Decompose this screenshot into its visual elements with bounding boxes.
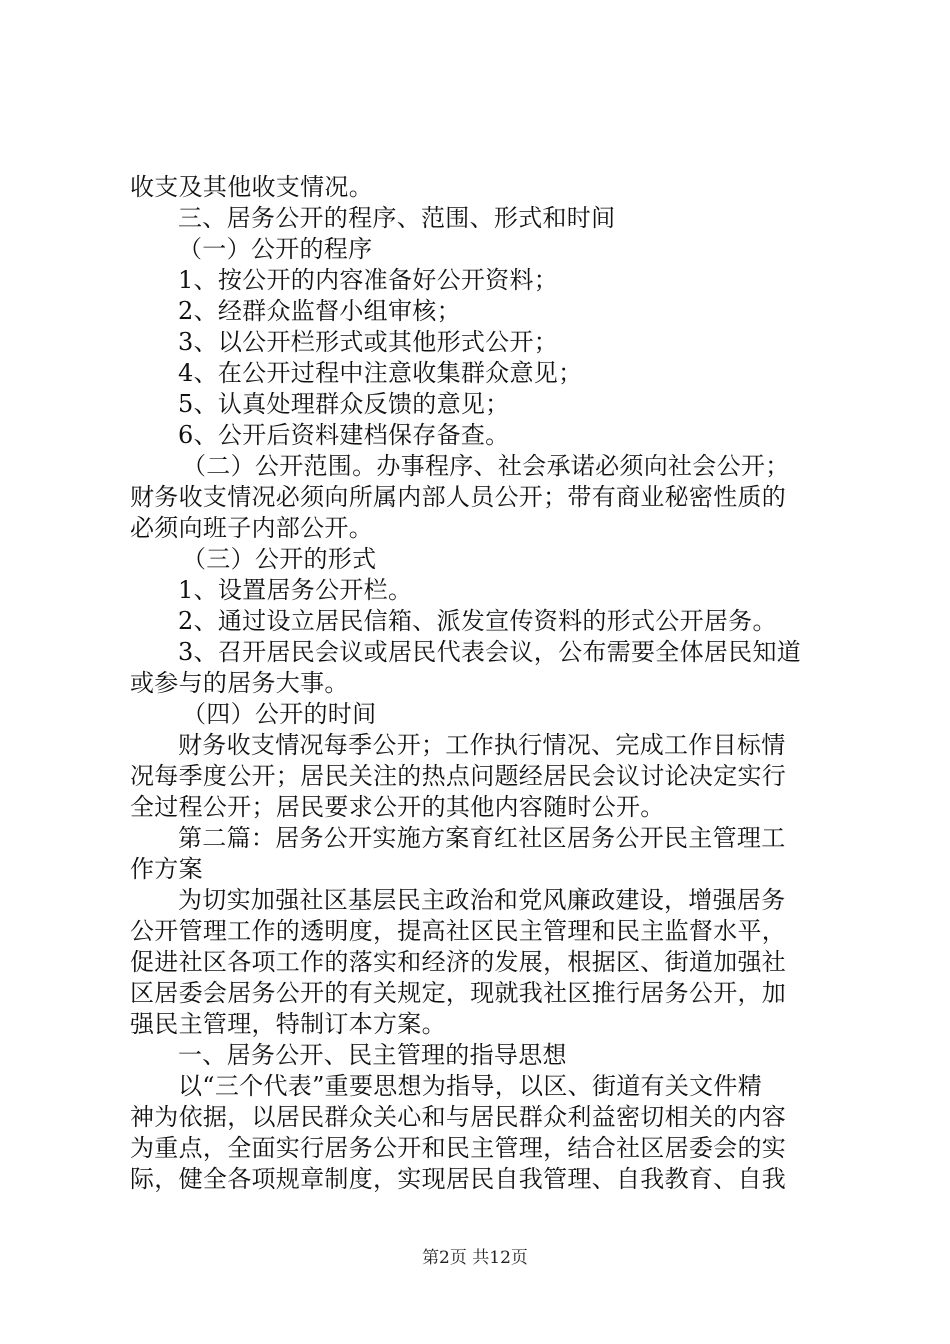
list-item: 3、以公开栏形式或其他形式公开； [178,328,559,356]
page-footer [0,1243,950,1268]
paragraph-line: 财务收支情况每季公开；工作执行情况、完成工作目标情 [178,731,786,759]
list-item: 1、设置居务公开栏。 [178,576,413,604]
paragraph-line: 以“三个代表”重要思想为指导，以区、街道有关文件精 [178,1072,763,1100]
list-item: 5、认真处理群众反馈的意见； [178,390,510,418]
list-item: 2、通过设立居民信箱、派发宣传资料的形式公开居务。 [178,607,777,635]
list-item: 4、在公开过程中注意收集群众意见； [178,359,583,387]
text-line: 作方案 [130,855,203,883]
subsection-heading: （四）公开的时间 [182,700,377,728]
chapter-heading: 第二篇：居务公开实施方案育红社区居务公开民主管理工 [178,824,786,852]
text-line: 必须向班子内部公开。 [130,514,373,542]
text-line: 神为依据，以居民群众关心和与居民群众利益密切相关的内容 [130,1103,787,1131]
page-number-label: 第2页 共12页 [422,1248,528,1268]
list-item: 3、召开居民会议或居民代表会议，公布需要全体居民知道 [178,638,802,666]
subsection-heading: （二）公开范围。办事程序、社会承诺必须向社会公开； [182,452,790,480]
text-line: 全过程公开；居民要求公开的其他内容随时公开。 [130,793,665,821]
document-body [130,172,830,1195]
subsection-heading: （三）公开的形式 [182,545,377,573]
text-line: 际，健全各项规章制度，实现居民自我管理、自我教育、自我 [130,1165,787,1193]
text-line: 财务收支情况必须向所属内部人员公开；带有商业秘密性质的 [130,483,787,511]
text-line: 为重点，全面实行居务公开和民主管理，结合社区居委会的实 [130,1134,787,1162]
text-line: 公开管理工作的透明度，提高社区民主管理和民主监督水平， [130,917,787,945]
section-heading: 一、居务公开、民主管理的指导思想 [178,1041,567,1069]
text-line: 区居委会居务公开的有关规定，现就我社区推行居务公开，加 [130,979,787,1007]
text-line: 况每季度公开；居民关注的热点问题经居民会议讨论决定实行 [130,762,787,790]
list-item: 1、按公开的内容准备好公开资料； [178,266,559,294]
subsection-heading: （一）公开的程序 [178,235,373,263]
text-line: 强民主管理，特制订本方案。 [130,1010,446,1038]
list-item: 6、公开后资料建档保存备查。 [178,421,510,449]
text-line: 或参与的居务大事。 [130,669,349,697]
text-line: 促进社区各项工作的落实和经济的发展，根据区、街道加强社 [130,948,787,976]
section-heading: 三、居务公开的程序、范围、形式和时间 [178,204,616,232]
text-line: 收支及其他收支情况。 [130,173,373,201]
list-item: 2、经群众监督小组审核； [178,297,461,325]
paragraph-line: 为切实加强社区基层民主政治和党风廉政建设，增强居务 [178,886,786,914]
